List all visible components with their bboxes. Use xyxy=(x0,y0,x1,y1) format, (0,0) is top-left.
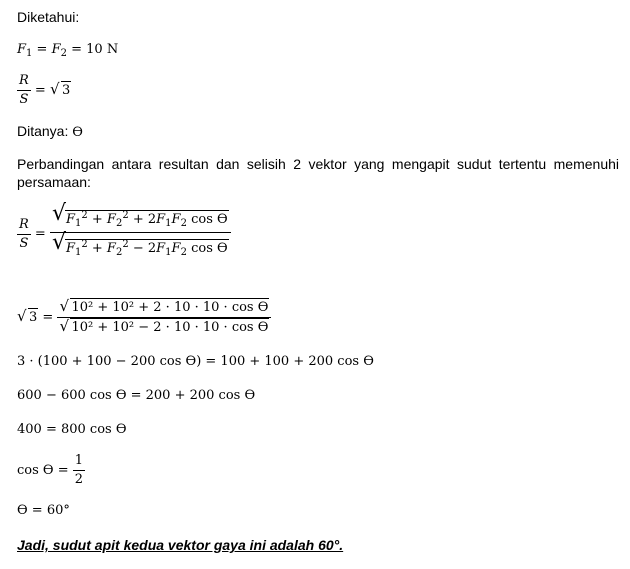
ratio-fraction xyxy=(17,72,31,109)
force-2-symbol: F xyxy=(51,42,61,57)
equation-step-5 xyxy=(17,452,85,489)
lhs-root xyxy=(17,308,38,327)
equals-sign: = xyxy=(30,226,50,242)
known-heading: Diketahui: xyxy=(17,9,80,25)
given-ratio xyxy=(17,72,71,109)
radical-symbol: √ xyxy=(17,307,27,325)
rhs-fraction xyxy=(50,201,231,258)
lhs-denominator: S xyxy=(19,235,29,251)
asked-line xyxy=(17,122,83,142)
equation-step-2: 3 · (100 + 100 − 200 cos ϴ) = 100 + 100 + 200 cos ϴ xyxy=(17,354,374,369)
rhs-numerator xyxy=(50,201,231,233)
equals-sign: = xyxy=(30,83,50,98)
asked-symbol: ϴ xyxy=(72,125,83,140)
half-denominator: 2 xyxy=(74,472,84,487)
equals-sign: = xyxy=(38,310,58,325)
equation-step-4: 400 = 800 cos ϴ xyxy=(17,422,127,437)
square-root xyxy=(50,81,71,100)
radical-symbol: √ xyxy=(59,317,70,335)
force-2-subscript: 2 xyxy=(60,48,67,59)
substitution-numerator xyxy=(57,298,271,318)
radical-symbol: √ xyxy=(51,230,66,255)
equation-step-6: ϴ = 60° xyxy=(17,503,70,518)
conclusion: Jadi, sudut apit kedua vektor gaya ini adalah 60°. xyxy=(17,537,344,553)
lhs-radicand: 3 xyxy=(29,310,38,325)
numerator-radicand: 10² + 10² + 2 · 10 · 10 · cos ϴ xyxy=(71,300,269,315)
substitution-step xyxy=(17,298,271,337)
force-value: = 10 N xyxy=(66,42,119,57)
substitution-denominator xyxy=(57,318,271,337)
lhs-numerator: R xyxy=(17,216,31,235)
resultant-difference-formula xyxy=(17,201,231,258)
numerator-root xyxy=(59,298,269,317)
radicand: 3 xyxy=(61,83,71,98)
half-numerator: 1 xyxy=(73,452,85,471)
force-1-symbol: F xyxy=(17,42,27,57)
half-fraction xyxy=(73,452,85,489)
explanation-paragraph: Perbandingan antara resultan dan selisih 2 vektor yang mengapit sudut tertentu memenuhi persamaan: xyxy=(17,156,619,190)
radical-symbol: √ xyxy=(49,80,60,98)
cosine-lhs: cos ϴ = xyxy=(17,463,73,478)
denominator-radicand: $F_1^2 + F_2^2 - 2F_1F_2$ cos ϴ xyxy=(65,239,228,258)
substitution-fraction xyxy=(57,298,271,337)
given-forces xyxy=(17,41,118,59)
equals-sign: = xyxy=(32,42,52,57)
numerator-root xyxy=(51,201,229,229)
denominator-root xyxy=(59,318,269,337)
numerator-radicand: $F_1^2 + F_2^2 + 2F_1F_2$ cos ϴ xyxy=(65,210,228,229)
asked-label: Ditanya: xyxy=(17,123,73,139)
denominator-radicand: 10² + 10² − 2 · 10 · 10 · cos ϴ xyxy=(71,320,269,335)
denominator-root xyxy=(51,230,229,258)
ratio-denominator: S xyxy=(19,92,29,107)
radical-symbol: √ xyxy=(59,297,70,315)
lhs-fraction xyxy=(17,216,31,253)
equation-step-3: 600 − 600 cos ϴ = 200 + 200 cos ϴ xyxy=(17,388,256,403)
rhs-denominator xyxy=(50,230,231,258)
ratio-numerator: R xyxy=(17,72,31,91)
force-1-subscript: 1 xyxy=(26,48,33,59)
radical-symbol: √ xyxy=(51,201,66,226)
